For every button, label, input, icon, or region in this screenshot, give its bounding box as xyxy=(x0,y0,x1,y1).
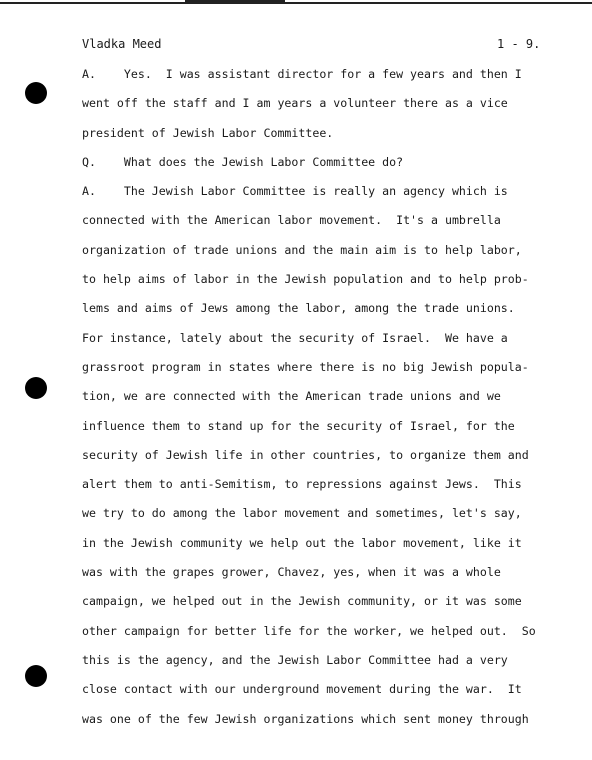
transcript-line: connected with the American labor movement. It's a umbrella xyxy=(82,213,501,228)
transcript-line: For instance, lately about the security of Israel. We have a xyxy=(82,330,508,345)
transcript-line: influence them to stand up for the security of Israel, for the xyxy=(82,418,515,433)
transcript-line: tion, we are connected with the American trade unions and we xyxy=(82,389,501,404)
transcript-line: A. The Jewish Labor Committee is really an agency which is xyxy=(82,184,508,199)
transcript-line: was one of the few Jewish organizations which sent money through xyxy=(82,711,529,726)
transcript-line: Q. What does the Jewish Labor Committee do? xyxy=(82,154,404,169)
transcript-line: to help aims of labor in the Jewish population and to help prob- xyxy=(82,272,529,287)
transcript-line: president of Jewish Labor Committee. xyxy=(82,125,334,140)
transcript-line: organization of trade unions and the main aim is to help labor, xyxy=(82,242,522,257)
transcript-line: in the Jewish community we help out the labor movement, like it xyxy=(82,535,522,550)
transcript-line: we try to do among the labor movement and sometimes, let's say, xyxy=(82,506,522,521)
transcript-line: grassroot program in states where there is no big Jewish popula- xyxy=(82,359,529,374)
transcript-line: A. Yes. I was assistant director for a few years and then I xyxy=(82,67,522,81)
transcript-line: campaign, we helped out in the Jewish community, or it was some xyxy=(82,594,522,609)
transcript-line: this is the agency, and the Jewish Labor Committee had a very xyxy=(82,652,508,667)
punch-hole-top xyxy=(25,82,47,104)
transcript-body xyxy=(82,63,542,737)
transcript-line: close contact with our underground movement during the war. It xyxy=(82,682,522,697)
top-border-line xyxy=(0,2,592,4)
top-border-mark xyxy=(185,0,285,3)
page-number: 1 - 9. xyxy=(497,37,541,51)
punch-hole-middle xyxy=(25,377,47,399)
transcript-line: lems and aims of Jews among the labor, among the trade unions. xyxy=(82,301,515,316)
transcript-line: alert them to anti-Semitism, to repressions against Jews. This xyxy=(82,477,522,492)
transcript-line: security of Jewish life in other countries, to organize them and xyxy=(82,447,529,462)
punch-hole-bottom xyxy=(25,665,47,687)
transcript-line: other campaign for better life for the worker, we helped out. So xyxy=(82,623,536,638)
transcript-line: went off the staff and I am years a volunteer there as a vice xyxy=(82,96,508,111)
interviewee-name: Vladka Meed xyxy=(82,37,162,51)
transcript-line: was with the grapes grower, Chavez, yes, when it was a whole xyxy=(82,565,501,580)
